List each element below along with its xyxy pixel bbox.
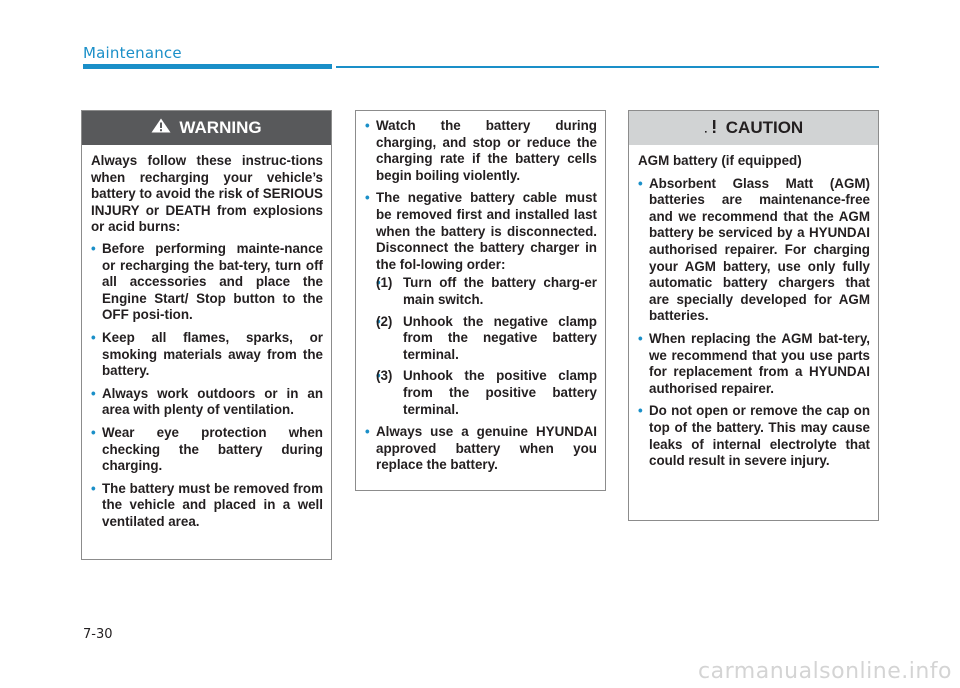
warning-header [82,111,331,145]
caution-bullet: • Absorbent Glass Matt (AGM) batteries are maintenance-free and we recommend that the AGM battery be serviced by a HYUNDAI authorised repairer. For charging your AGM battery, use only fully automatic battery chargers that are specially developed for AGM batteries. [638,176,870,325]
middle-bullet [365,190,597,418]
header-rule-thick [83,64,332,69]
caution-box [628,110,879,521]
header-rule-thin [336,66,879,68]
step-text: Unhook the positive clamp from the positive battery terminal. [403,368,597,417]
warning-continued-box [355,110,606,491]
disconnect-steps [376,275,597,418]
page-number: 7-30 [83,627,113,642]
caution-title: CAUTION [725,118,804,137]
warning-bullet: • Wear eye protection when checking the battery during charging. [91,425,323,475]
caution-subtitle: AGM battery (if equipped) [638,153,802,168]
warning-intro: Always follow these instruc-tions when recharging your vehicle’s battery to avoid the risk of SERIOUS INJURY or DEATH from explosions or acid burns: [91,153,323,235]
warning-bullet: • The battery must be removed from the vehicle and placed in a well ventilated area. [91,481,323,531]
warning-triangle-icon [151,118,171,138]
step-item [376,275,597,308]
step-item [376,368,597,418]
middle-bullet: • Watch the battery during charging, and stop or reduce the charging rate if the battery cells begin boiling violently. [365,118,597,184]
watermark: carmanualsonline.info [698,659,952,684]
step-text: Unhook the negative clamp from the negative battery terminal. [403,313,597,362]
step-number: • (2) [376,313,393,329]
warning-bullet: • Before performing mainte-nance or recharging the bat-tery, turn off all accessories and place the Engine Start/ Stop button to the OFF posi-tion. [91,241,323,324]
step-number: • (1) [376,275,393,291]
caution-header [629,111,878,145]
caution-exclamation-icon [704,117,718,140]
step-item [376,314,597,364]
caution-bullet: • When replacing the AGM bat-tery, we recommend that you use parts for replacement from a HYUNDAI authorised repairer. [638,331,870,397]
step-text: Turn off the battery charg-er main switch. [403,275,597,307]
warning-title: WARNING [179,118,262,137]
middle-bullet-text: The negative battery cable must be removed first and installed last when the battery is disconnected. Disconnect the battery charger in the fol-lowing order: [376,190,597,272]
caution-bullet: • Do not open or remove the cap on top of the battery. This may cause leaks of internal electrolyte that could result in severe injury. [638,403,870,469]
step-number: • (3) [376,368,393,384]
middle-bullet: • Always use a genuine HYUNDAI approved battery when you replace the battery. [365,424,597,474]
warning-box [81,110,332,560]
warning-bullet: • Always work outdoors or in an area with plenty of ventilation. [91,386,323,419]
warning-bullet: • Keep all flames, sparks, or smoking materials away from the battery. [91,330,323,380]
section-title: Maintenance [83,44,182,62]
